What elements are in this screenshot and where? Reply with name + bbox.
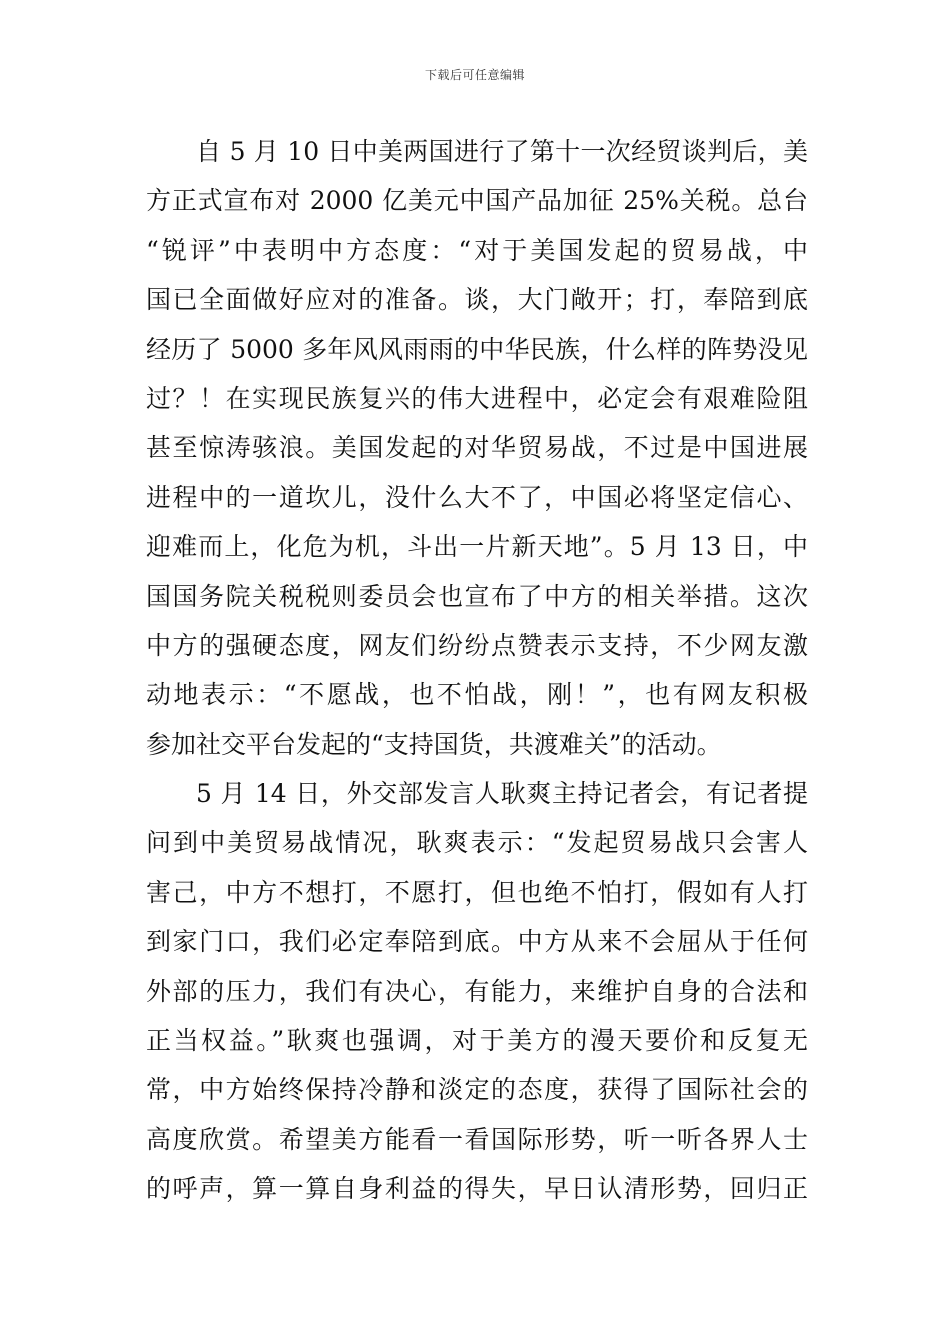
text-line: 动地表示：“不愿战，也不怕战，刚！”，也有网友积极 xyxy=(146,680,808,710)
body-text xyxy=(146,127,808,1214)
text-line: “锐评”中表明中方态度：“对于美国发起的贸易战，中 xyxy=(146,235,808,265)
text-line: 过？！在实现民族复兴的伟大进程中，必定会有艰难险阻 xyxy=(146,383,808,413)
text-line: 的呼声，算一算自身利益的得失，早日认清形势，回归正 xyxy=(146,1174,808,1204)
text-line: 自 5 月 10 日中美两国进行了第十一次经贸谈判后，美 xyxy=(196,137,808,166)
text-line: 常，中方始终保持冷静和淡定的态度，获得了国际社会的 xyxy=(146,1075,808,1105)
text-line: 中方的强硬态度，网友们纷纷点赞表示支持，不少网友激 xyxy=(146,630,808,660)
text-line: 国已全面做好应对的准备。谈，大门敞开；打，奉陪到底 xyxy=(146,285,808,315)
text-line: 甚至惊涛骇浪。美国发起的对华贸易战，不过是中国进展 xyxy=(146,433,808,463)
text-line: 国国务院关税税则委员会也宣布了中方的相关举措。这次 xyxy=(146,581,808,611)
text-line: 害己，中方不想打，不愿打，但也绝不怕打，假如有人打 xyxy=(146,877,808,907)
text-line: 外部的压力，我们有决心，有能力，来维护自身的合法和 xyxy=(146,976,808,1006)
text-line: 迎难而上，化危为机，斗出一片新天地”。5 月 13 日，中 xyxy=(146,532,808,562)
text-line: 正当权益。”耿爽也强调，对于美方的漫天要价和反复无 xyxy=(146,1026,808,1056)
text-line: 经历了 5000 多年风风雨雨的中华民族，什么样的阵势没见 xyxy=(146,334,808,364)
text-line: 到家门口，我们必定奉陪到底。中方从来不会屈从于任何 xyxy=(146,927,808,957)
page-header: 下载后可任意编辑 xyxy=(424,68,525,82)
paragraph-1 xyxy=(146,127,808,769)
text-line: 5 月 14 日，外交部发言人耿爽主持记者会，有记者提 xyxy=(196,779,808,809)
paragraph-2 xyxy=(146,769,808,1214)
text-line: 参加社交平台发起的“支持国货，共渡难关”的活动。 xyxy=(146,729,722,759)
text-line: 进程中的一道坎儿，没什么大不了，中国必将坚定信心、 xyxy=(146,482,808,512)
text-line: 问到中美贸易战情况，耿爽表示：“发起贸易战只会害人 xyxy=(146,828,808,858)
text-line: 方正式宣布对 2000 亿美元中国产品加征 25%关税。总台 xyxy=(146,186,808,216)
text-line: 高度欣赏。希望美方能看一看国际形势，听一听各界人士 xyxy=(146,1124,808,1154)
